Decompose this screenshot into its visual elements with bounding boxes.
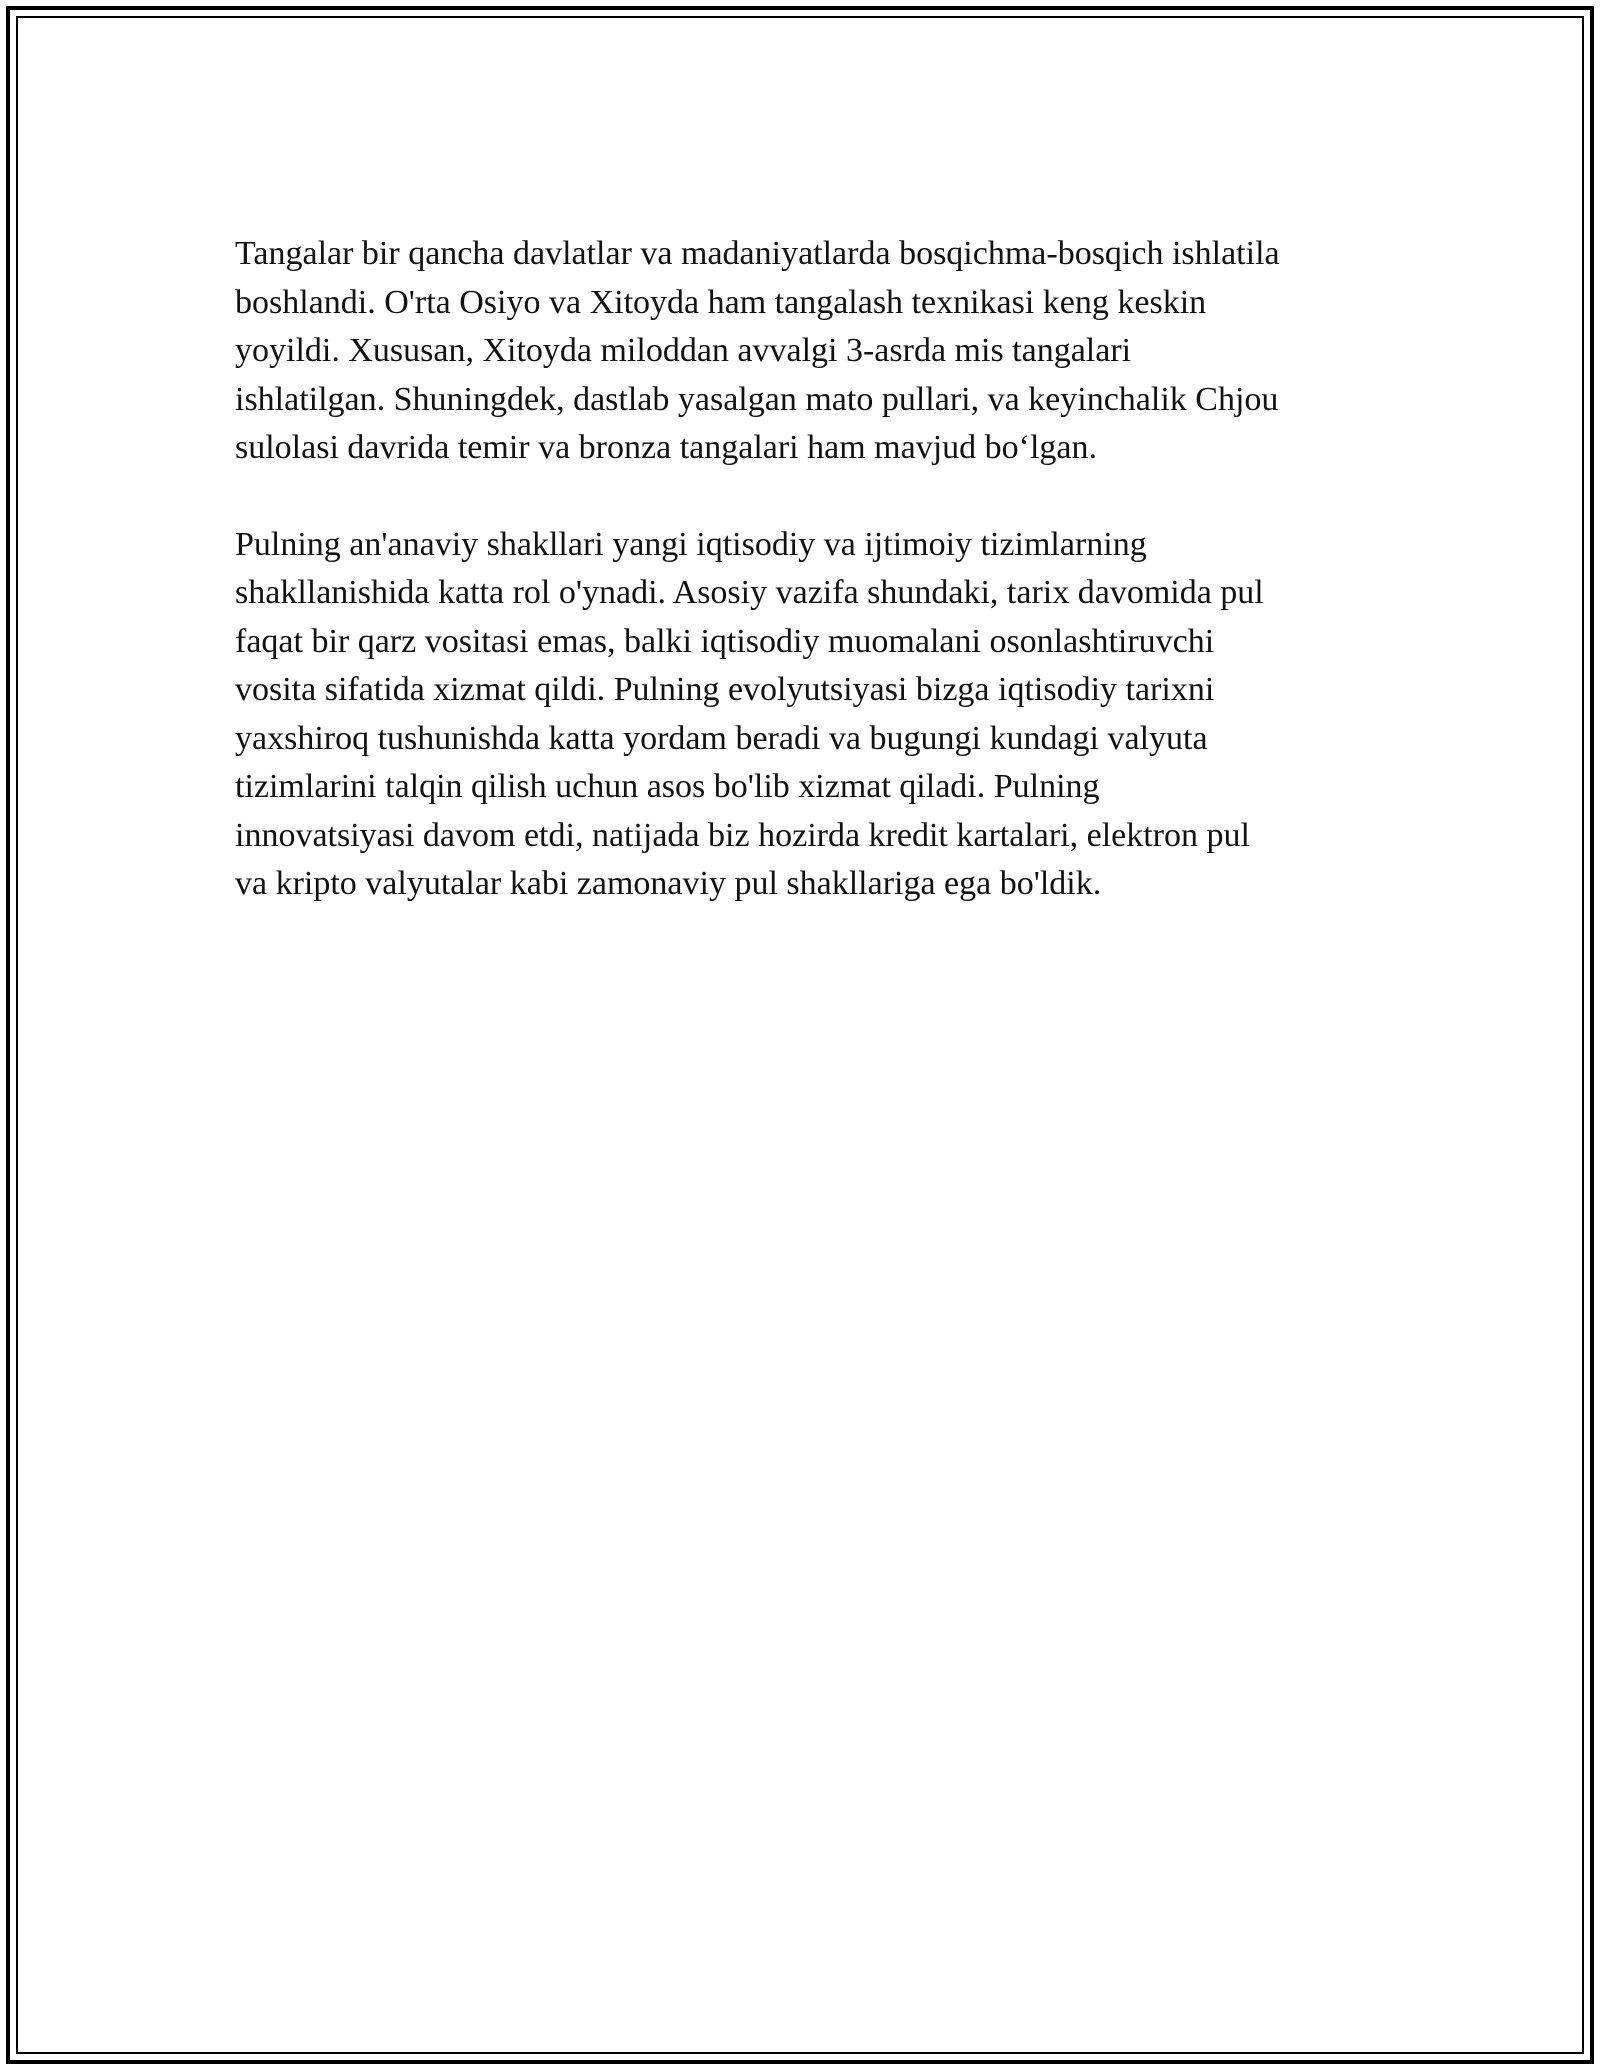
paragraph-line: yaxshiroq tushunishda katta yordam beradi va bugungi kundagi valyuta bbox=[235, 719, 1208, 757]
paragraph-line: innovatsiyasi davom etdi, natijada biz hozirda kredit kartalari, elektron pul bbox=[235, 816, 1250, 854]
paragraph-line: sulolasi davrida temir va bronza tangalari ham mavjud bo‘lgan. bbox=[235, 429, 1098, 466]
paragraph-line: shakllanishida katta rol o'ynadi. Asosiy vazifa shundaki, tarix davomida pul bbox=[235, 574, 1264, 611]
paragraph-line: yoyildi. Xususan, Xitoyda miloddan avvalgi 3-asrda mis tangalari bbox=[235, 332, 1132, 369]
document-body bbox=[235, 230, 1375, 957]
paragraph-1 bbox=[235, 230, 1375, 473]
paragraph-line: Tangalar bir qancha davlatlar va madaniyatlarda bosqichma-bosqich ishlatila bbox=[235, 235, 1280, 272]
paragraph-2 bbox=[235, 521, 1375, 909]
paragraph-line: vosita sifatida xizmat qildi. Pulning evolyutsiyasi bizga iqtisodiy tarixni bbox=[235, 671, 1215, 708]
paragraph-line: tizimlarini talqin qilish uchun asos bo'lib xizmat qiladi. Pulning bbox=[235, 768, 1100, 805]
paragraph-line: Pulning an'anaviy shakllari yangi iqtisodiy va ijtimoiy tizimlarning bbox=[235, 525, 1147, 563]
paragraph-line: faqat bir qarz vositasi emas, balki iqtisodiy muomalani osonlashtiruvchi bbox=[235, 622, 1215, 660]
paragraph-line: va kripto valyutalar kabi zamonaviy pul shakllariga ega bo'ldik. bbox=[235, 865, 1102, 902]
paragraph-line: boshlandi. O'rta Osiyo va Xitoyda ham tangalash texnikasi keng keskin bbox=[235, 283, 1207, 321]
paragraph-line: ishlatilgan. Shuningdek, dastlab yasalgan mato pullari, va keyinchalik Chjou bbox=[235, 380, 1279, 418]
